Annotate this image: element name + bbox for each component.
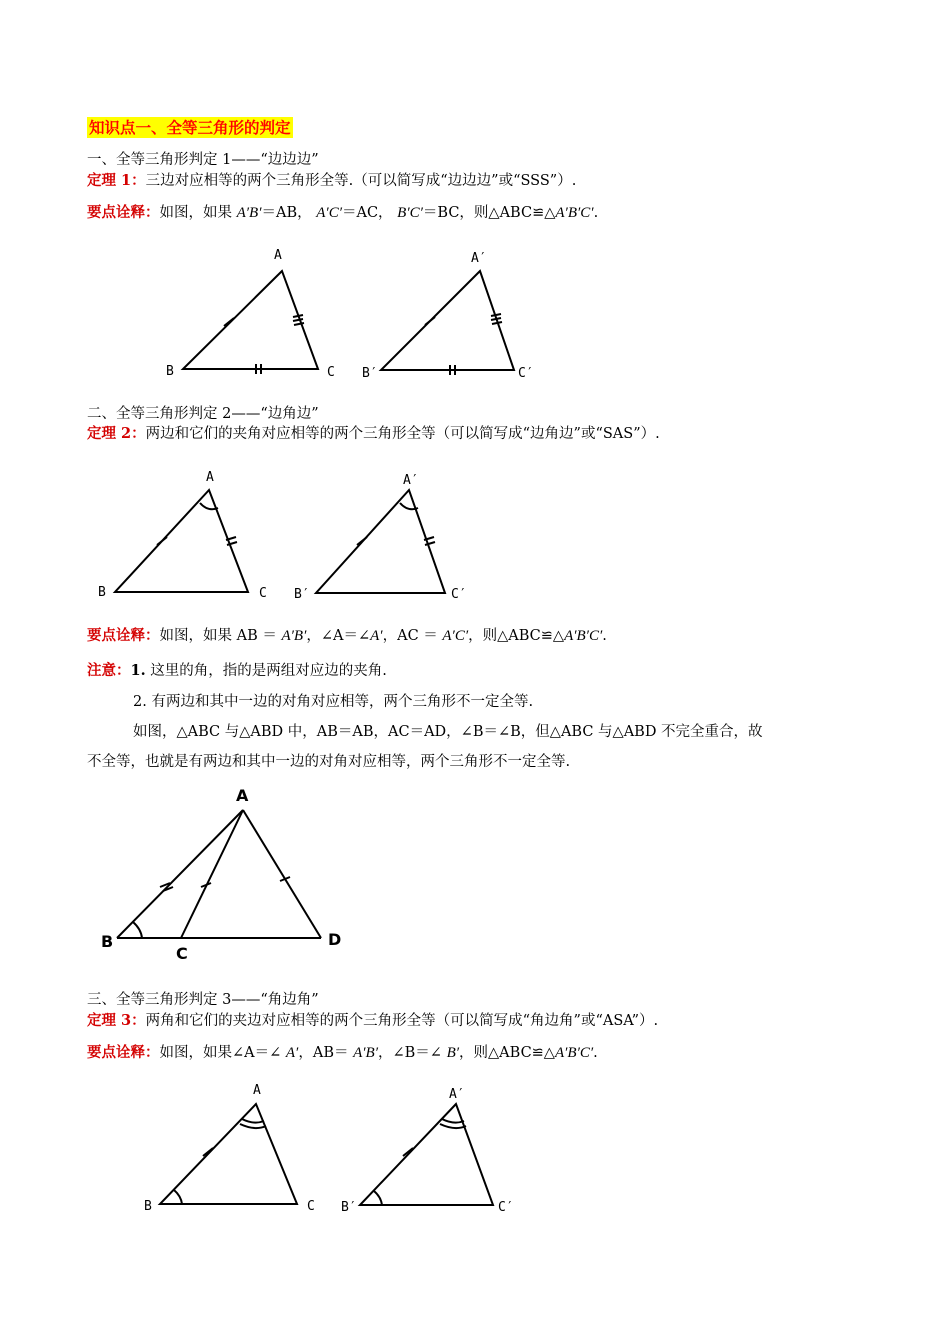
s2-theorem-label: 定理 2： [87, 425, 146, 442]
label-c-prime: C′ [518, 366, 534, 381]
label-c: C [176, 944, 188, 963]
label-a: A [236, 786, 249, 805]
label-a-prime: A′ [471, 251, 487, 266]
label-d: D [328, 930, 342, 949]
s2-note-label: 要点诠释： [87, 627, 160, 644]
label-b: B [98, 585, 106, 600]
s2-title: 二、全等三角形判定 2——“边角边” [87, 406, 319, 422]
label-b: B [166, 364, 174, 379]
label-c: C [307, 1199, 315, 1214]
s3-note-label: 要点诠释： [87, 1044, 160, 1061]
triangle-abc [160, 1104, 297, 1204]
s1-theorem-label: 定理 1： [87, 172, 146, 189]
label-c: C [327, 365, 335, 380]
s2-caution-label: 注意： [87, 662, 131, 679]
label-b: B [144, 1199, 152, 1214]
label-a: A [206, 470, 214, 485]
label-a: A [253, 1083, 261, 1098]
label-c: C [259, 586, 267, 601]
s3-note: 要点诠释：如图，如果∠A＝∠ A′，AB＝ A′B′，∠B＝∠ B′，则△ABC≌△A′B′C′. [87, 1044, 598, 1061]
triangle-abc-prime [360, 1104, 493, 1205]
s2-caution-2: 2. 有两边和其中一边的对角对应相等，两个三角形不一定全等. [133, 694, 534, 710]
label-b-prime: B′ [294, 587, 310, 602]
label-b-prime: B′ [341, 1200, 357, 1215]
label-a-prime: A′ [449, 1087, 465, 1102]
s2-caution-3a: 如图，△ABC 与△ABD 中，AB＝AB，AC＝AD，∠B＝∠B，但△ABC 与△ABD 不完全重合，故 [133, 724, 763, 740]
s3-theorem-text: 两角和它们的夹边对应相等的两个三角形全等（可以简写成“角边角”或“ASA”）. [145, 1013, 659, 1029]
section-heading: 知识点一、全等三角形的判定 [89, 118, 291, 137]
label-c-prime: C′ [451, 587, 467, 602]
label-c-prime: C′ [498, 1200, 514, 1215]
s1-note-label: 要点诠释： [87, 204, 160, 221]
s1-title: 一、全等三角形判定 1——“边边边” [87, 152, 319, 168]
label-b: B [101, 932, 114, 951]
s2-caution-1: 注意：1. 这里的角，指的是两组对应边的夹角. [87, 662, 387, 679]
s1-note: 要点诠释：如图，如果 A′B′＝AB， A′C′＝AC， B′C′＝BC，则△ABC≌△A′B′C′. [87, 204, 599, 221]
label-a: A [274, 248, 282, 263]
s2-note: 要点诠释：如图，如果 AB ＝ A′B′，∠A＝∠A′，AC ＝ A′C′，则△ABC≌△A′B′C′. [87, 627, 607, 644]
s1-theorem-text: 三边对应相等的两个三角形全等.（可以简写成“边边边”或“SSS”）. [145, 173, 577, 189]
s2-theorem-text: 两边和它们的夹角对应相等的两个三角形全等（可以简写成“边角边”或“SAS”）. [145, 426, 660, 442]
label-b-prime: B′ [362, 366, 378, 381]
label-a-prime: A′ [403, 473, 419, 488]
s3-title: 三、全等三角形判定 3——“角边角” [87, 992, 319, 1008]
s3-theorem-label: 定理 3： [87, 1012, 146, 1029]
s2-caution-3b: 不全等，也就是有两边和其中一边的对角对应相等，两个三角形不一定全等. [87, 754, 571, 770]
